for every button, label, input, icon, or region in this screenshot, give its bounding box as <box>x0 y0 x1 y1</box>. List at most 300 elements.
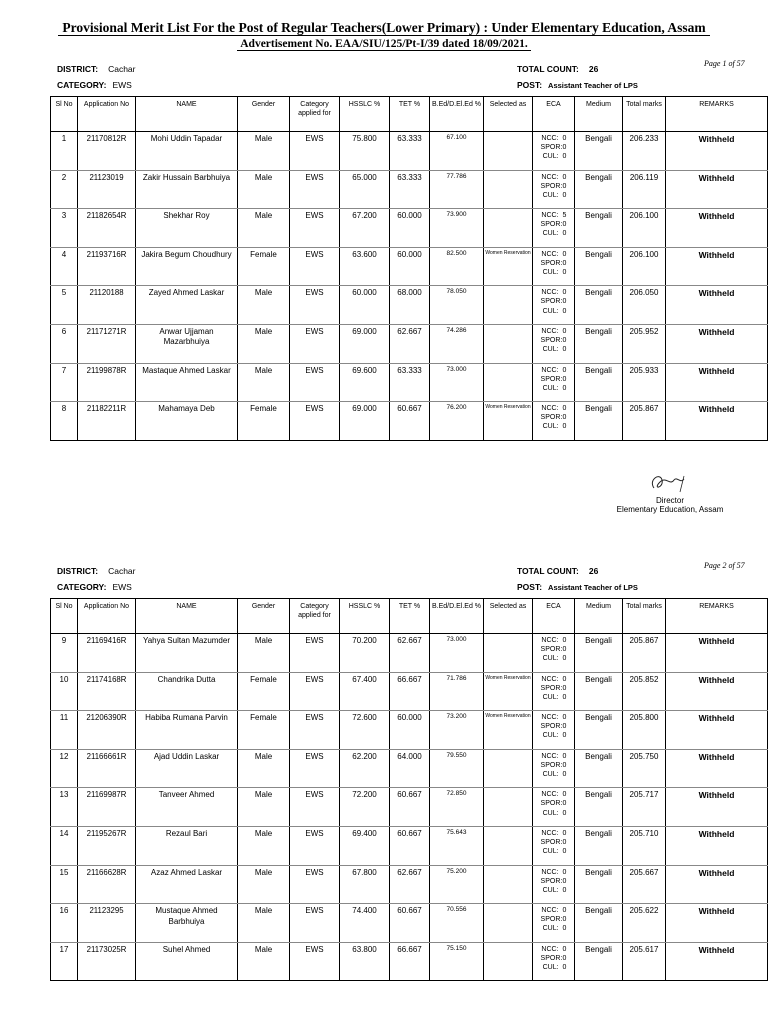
hsslc-cell: 67.800 <box>340 865 390 904</box>
table-row <box>51 209 768 248</box>
col-header-selected-as: Selected as <box>484 97 533 132</box>
tet-cell: 60.000 <box>390 247 430 286</box>
cul-label: CUL: <box>542 268 559 276</box>
tet-cell: 66.667 <box>390 672 430 711</box>
col-header-remarks: REMARKS <box>666 97 768 132</box>
medium-cell: Bengali <box>575 788 623 827</box>
col-header-eca: ECA <box>533 97 575 132</box>
category-cell: EWS <box>290 749 340 788</box>
gender-cell: Male <box>238 749 290 788</box>
hsslc-cell: 70.200 <box>340 634 390 673</box>
hsslc-cell: 72.200 <box>340 788 390 827</box>
post-value: Assistant Teacher of LPS <box>548 583 638 592</box>
sl-no-cell: 1 <box>51 132 78 171</box>
cul-label: CUL: <box>542 153 559 161</box>
col-header-selected-as: Selected as <box>484 599 533 634</box>
eca-cell <box>533 132 575 171</box>
bed-deled-cell: 67.100 <box>430 132 484 171</box>
ncc-label: NCC: <box>541 868 559 876</box>
medium-cell: Bengali <box>575 865 623 904</box>
cul-value: 0 <box>562 809 567 817</box>
bed-deled-cell: 75.150 <box>430 942 484 981</box>
medium-cell: Bengali <box>575 904 623 943</box>
application-no-cell: 21206390R <box>78 711 136 750</box>
category-label: CATEGORY: <box>57 80 107 90</box>
total-marks-cell: 205.800 <box>623 711 666 750</box>
district-value: Cachar <box>108 566 136 576</box>
hsslc-cell: 63.600 <box>340 247 390 286</box>
total-marks-cell: 206.050 <box>623 286 666 325</box>
bed-deled-cell: 73.000 <box>430 634 484 673</box>
tet-cell: 60.667 <box>390 826 430 865</box>
category-cell: EWS <box>290 402 340 441</box>
bed-deled-cell: 77.786 <box>430 170 484 209</box>
spor-value: 0 <box>562 684 567 692</box>
total-count-value: 26 <box>588 566 599 576</box>
total-marks-cell: 205.717 <box>623 788 666 827</box>
category-cell: EWS <box>290 942 340 981</box>
category-cell: EWS <box>290 363 340 402</box>
col-header-gender: Gender <box>238 97 290 132</box>
cul-value: 0 <box>562 963 567 971</box>
spor-label: SPOR: <box>540 144 563 152</box>
total-marks-cell: 206.233 <box>623 132 666 171</box>
sl-no-cell: 15 <box>51 865 78 904</box>
cul-value: 0 <box>562 384 567 392</box>
selected-as-cell <box>484 170 533 209</box>
ncc-label: NCC: <box>541 714 559 722</box>
total-marks-cell: 205.667 <box>623 865 666 904</box>
total-marks-cell: 206.100 <box>623 209 666 248</box>
post-label: POST: <box>517 80 543 90</box>
table-row <box>51 865 768 904</box>
ncc-value: 0 <box>562 327 567 335</box>
district-info <box>57 64 136 74</box>
ncc-value: 0 <box>562 752 567 760</box>
medium-cell: Bengali <box>575 826 623 865</box>
total-count-info <box>517 64 598 74</box>
total-count-label: TOTAL COUNT: <box>517 64 579 74</box>
sl-no-cell: 7 <box>51 363 78 402</box>
ncc-label: NCC: <box>541 366 559 374</box>
eca-cell <box>533 749 575 788</box>
spor-value: 0 <box>562 954 567 962</box>
signatory-office: Elementary Education, Assam <box>616 505 724 514</box>
selected-as-cell <box>484 324 533 363</box>
col-header-category-applied-for: Category applied for <box>290 97 340 132</box>
cul-value: 0 <box>562 732 567 740</box>
bed-deled-cell: 82.500 <box>430 247 484 286</box>
col-header-medium: Medium <box>575 97 623 132</box>
medium-cell: Bengali <box>575 402 623 441</box>
table-row <box>51 324 768 363</box>
cul-label: CUL: <box>542 384 559 392</box>
category-label: CATEGORY: <box>57 582 107 592</box>
spor-label: SPOR: <box>540 723 563 731</box>
ncc-value: 0 <box>562 868 567 876</box>
total-marks-cell: 205.933 <box>623 363 666 402</box>
bed-deled-cell: 78.050 <box>430 286 484 325</box>
spor-value: 0 <box>562 221 567 229</box>
gender-cell: Male <box>238 904 290 943</box>
medium-cell: Bengali <box>575 672 623 711</box>
page-number: Page 2 of 57 <box>704 561 745 570</box>
sl-no-cell: 14 <box>51 826 78 865</box>
total-marks-cell: 205.867 <box>623 634 666 673</box>
ncc-value: 0 <box>562 637 567 644</box>
medium-cell: Bengali <box>575 363 623 402</box>
ncc-value: 0 <box>562 791 567 799</box>
tet-cell: 64.000 <box>390 749 430 788</box>
col-header-bed-deled-percent: B.Ed/D.El.Ed % <box>430 599 484 634</box>
ncc-label: NCC: <box>541 907 559 915</box>
total-marks-cell: 205.622 <box>623 904 666 943</box>
sl-no-cell: 5 <box>51 286 78 325</box>
total-marks-cell: 205.852 <box>623 672 666 711</box>
eca-cell <box>533 324 575 363</box>
remarks-cell: Withheld <box>666 711 768 750</box>
total-marks-cell: 206.119 <box>623 170 666 209</box>
selected-as-cell <box>484 942 533 981</box>
spor-label: SPOR: <box>540 298 563 306</box>
sl-no-cell: 9 <box>51 634 78 673</box>
ncc-label: NCC: <box>541 675 559 683</box>
spor-label: SPOR: <box>540 954 563 962</box>
remarks-cell: Withheld <box>666 324 768 363</box>
table-row <box>51 904 768 943</box>
cul-value: 0 <box>562 886 567 894</box>
table-row <box>51 247 768 286</box>
cul-value: 0 <box>562 655 567 663</box>
tet-cell: 66.667 <box>390 942 430 981</box>
remarks-cell: Withheld <box>666 826 768 865</box>
cul-label: CUL: <box>542 770 559 778</box>
category-cell: EWS <box>290 247 340 286</box>
cul-value: 0 <box>562 693 567 701</box>
col-header-name: NAME <box>136 97 238 132</box>
cul-value: 0 <box>562 925 567 933</box>
application-no-cell: 21120188 <box>78 286 136 325</box>
selected-as-cell <box>484 749 533 788</box>
tet-cell: 68.000 <box>390 286 430 325</box>
tet-cell: 62.667 <box>390 865 430 904</box>
col-header-eca: ECA <box>533 599 575 634</box>
ncc-label: NCC: <box>541 945 559 953</box>
gender-cell: Female <box>238 711 290 750</box>
name-cell: Zayed Ahmed Laskar <box>136 286 238 325</box>
table-row <box>51 942 768 981</box>
col-header-sl-no: Sl No <box>51 97 78 132</box>
eca-cell <box>533 672 575 711</box>
bed-deled-cell: 75.643 <box>430 826 484 865</box>
selected-as-cell: Women Reservation <box>484 711 533 750</box>
cul-value: 0 <box>562 153 567 161</box>
cul-label: CUL: <box>542 693 559 701</box>
col-header-hsslc-percent: HSSLC % <box>340 97 390 132</box>
merit-table <box>50 96 768 441</box>
eca-cell <box>533 402 575 441</box>
selected-as-cell: Women Reservation <box>484 402 533 441</box>
medium-cell: Bengali <box>575 132 623 171</box>
ncc-value: 0 <box>562 714 567 722</box>
gender-cell: Male <box>238 788 290 827</box>
selected-as-cell <box>484 788 533 827</box>
cul-value: 0 <box>562 307 567 315</box>
tet-cell: 62.667 <box>390 324 430 363</box>
remarks-cell: Withheld <box>666 209 768 248</box>
spor-label: SPOR: <box>540 684 563 692</box>
col-header-application-no: Application No <box>78 599 136 634</box>
total-marks-cell: 205.952 <box>623 324 666 363</box>
cul-value: 0 <box>562 848 567 856</box>
selected-as-cell <box>484 209 533 248</box>
tet-cell: 63.333 <box>390 132 430 171</box>
spor-label: SPOR: <box>540 839 563 847</box>
category-cell: EWS <box>290 286 340 325</box>
spor-label: SPOR: <box>540 877 563 885</box>
category-info <box>57 582 132 592</box>
cul-label: CUL: <box>542 307 559 315</box>
gender-cell: Female <box>238 402 290 441</box>
ncc-label: NCC: <box>541 405 559 413</box>
gender-cell: Male <box>238 132 290 171</box>
application-no-cell: 21199878R <box>78 363 136 402</box>
category-cell: EWS <box>290 634 340 673</box>
post-info <box>517 80 638 90</box>
application-no-cell: 21166628R <box>78 865 136 904</box>
col-header-name: NAME <box>136 599 238 634</box>
ncc-value: 0 <box>562 945 567 953</box>
col-header-bed-deled-percent: B.Ed/D.El.Ed % <box>430 97 484 132</box>
tet-cell: 62.667 <box>390 634 430 673</box>
bed-deled-cell: 70.556 <box>430 904 484 943</box>
remarks-cell: Withheld <box>666 132 768 171</box>
col-header-category-applied-for: Category applied for <box>290 599 340 634</box>
sl-no-cell: 16 <box>51 904 78 943</box>
spor-value: 0 <box>562 839 567 847</box>
application-no-cell: 21174168R <box>78 672 136 711</box>
name-cell: Suhel Ahmed <box>136 942 238 981</box>
gender-cell: Male <box>238 942 290 981</box>
ncc-value: 0 <box>562 366 567 374</box>
col-header-tet-percent: TET % <box>390 599 430 634</box>
gender-cell: Male <box>238 286 290 325</box>
spor-value: 0 <box>562 723 567 731</box>
name-cell: Mustaque Ahmed Barbhuiya <box>136 904 238 943</box>
remarks-cell: Withheld <box>666 904 768 943</box>
cul-value: 0 <box>562 230 567 238</box>
bed-deled-cell: 75.200 <box>430 865 484 904</box>
col-header-total-marks: Total marks <box>623 599 666 634</box>
remarks-cell: Withheld <box>666 402 768 441</box>
medium-cell: Bengali <box>575 170 623 209</box>
hsslc-cell: 69.000 <box>340 402 390 441</box>
cul-value: 0 <box>562 191 567 199</box>
bed-deled-cell: 71.786 <box>430 672 484 711</box>
total-count-label: TOTAL COUNT: <box>517 566 579 576</box>
post-label: POST: <box>517 582 543 592</box>
cul-label: CUL: <box>542 346 559 354</box>
ncc-label: NCC: <box>541 791 559 799</box>
remarks-cell: Withheld <box>666 749 768 788</box>
total-marks-cell: 206.100 <box>623 247 666 286</box>
name-cell: Anwar Ujjaman Mazarbhuiya <box>136 324 238 363</box>
spor-value: 0 <box>562 916 567 924</box>
ncc-value: 0 <box>562 405 567 413</box>
spor-label: SPOR: <box>540 646 563 654</box>
sl-no-cell: 17 <box>51 942 78 981</box>
table-row <box>51 634 768 673</box>
remarks-cell: Withheld <box>666 672 768 711</box>
hsslc-cell: 72.600 <box>340 711 390 750</box>
spor-value: 0 <box>562 298 567 306</box>
ncc-label: NCC: <box>541 752 559 760</box>
spor-label: SPOR: <box>540 182 563 190</box>
ncc-value: 0 <box>562 829 567 837</box>
sl-no-cell: 13 <box>51 788 78 827</box>
medium-cell: Bengali <box>575 942 623 981</box>
application-no-cell: 21123295 <box>78 904 136 943</box>
selected-as-cell <box>484 286 533 325</box>
bed-deled-cell: 72.850 <box>430 788 484 827</box>
total-marks-cell: 205.867 <box>623 402 666 441</box>
medium-cell: Bengali <box>575 247 623 286</box>
name-cell: Rezaul Bari <box>136 826 238 865</box>
medium-cell: Bengali <box>575 711 623 750</box>
ncc-label: NCC: <box>541 135 559 142</box>
gender-cell: Male <box>238 209 290 248</box>
application-no-cell: 21169987R <box>78 788 136 827</box>
gender-cell: Female <box>238 247 290 286</box>
spor-label: SPOR: <box>540 337 563 345</box>
remarks-cell: Withheld <box>666 286 768 325</box>
tet-cell: 60.667 <box>390 904 430 943</box>
hsslc-cell: 69.600 <box>340 363 390 402</box>
table-row <box>51 826 768 865</box>
cul-value: 0 <box>562 346 567 354</box>
eca-cell <box>533 865 575 904</box>
spor-value: 0 <box>562 144 567 152</box>
ncc-label: NCC: <box>541 829 559 837</box>
sl-no-cell: 2 <box>51 170 78 209</box>
total-count-info <box>517 566 598 576</box>
table-row <box>51 672 768 711</box>
eca-cell <box>533 634 575 673</box>
name-cell: Chandrika Dutta <box>136 672 238 711</box>
district-info <box>57 566 136 576</box>
spor-label: SPOR: <box>540 375 563 383</box>
cul-value: 0 <box>562 423 567 431</box>
gender-cell: Female <box>238 672 290 711</box>
remarks-cell: Withheld <box>666 942 768 981</box>
spor-label: SPOR: <box>540 221 563 229</box>
category-cell: EWS <box>290 711 340 750</box>
header-row <box>51 599 768 634</box>
name-cell: Shekhar Roy <box>136 209 238 248</box>
cul-value: 0 <box>562 268 567 276</box>
col-header-tet-percent: TET % <box>390 97 430 132</box>
post-info <box>517 582 638 592</box>
signature-mark <box>640 470 700 494</box>
signatory-title: Director <box>655 496 684 505</box>
category-cell: EWS <box>290 209 340 248</box>
ncc-value: 0 <box>562 675 567 683</box>
bed-deled-cell: 73.000 <box>430 363 484 402</box>
district-value: Cachar <box>108 64 136 74</box>
tet-cell: 63.333 <box>390 363 430 402</box>
application-no-cell: 21182654R <box>78 209 136 248</box>
col-header-application-no: Application No <box>78 97 136 132</box>
medium-cell: Bengali <box>575 634 623 673</box>
district-label: DISTRICT: <box>57 64 99 74</box>
spor-label: SPOR: <box>540 761 563 769</box>
total-marks-cell: 205.617 <box>623 942 666 981</box>
tet-cell: 63.333 <box>390 170 430 209</box>
category-cell: EWS <box>290 324 340 363</box>
total-marks-cell: 205.710 <box>623 826 666 865</box>
spor-value: 0 <box>562 761 567 769</box>
remarks-cell: Withheld <box>666 247 768 286</box>
sl-no-cell: 6 <box>51 324 78 363</box>
gender-cell: Male <box>238 324 290 363</box>
tet-cell: 60.000 <box>390 711 430 750</box>
hsslc-cell: 67.200 <box>340 209 390 248</box>
category-cell: EWS <box>290 132 340 171</box>
table-row <box>51 749 768 788</box>
gender-cell: Male <box>238 363 290 402</box>
application-no-cell: 21170812R <box>78 132 136 171</box>
ncc-label: NCC: <box>541 212 559 220</box>
ncc-label: NCC: <box>541 637 559 644</box>
col-header-gender: Gender <box>238 599 290 634</box>
spor-value: 0 <box>562 646 567 654</box>
hsslc-cell: 63.800 <box>340 942 390 981</box>
name-cell: Azaz Ahmed Laskar <box>136 865 238 904</box>
sl-no-cell: 11 <box>51 711 78 750</box>
selected-as-cell <box>484 904 533 943</box>
ncc-value: 0 <box>562 907 567 915</box>
hsslc-cell: 75.800 <box>340 132 390 171</box>
header-row <box>51 97 768 132</box>
selected-as-cell <box>484 363 533 402</box>
advertisement-number: Advertisement No. EAA/SIU/125/Pt-I/39 dated 18/09/2021. <box>0 38 768 50</box>
page-number: Page 1 of 57 <box>704 59 745 68</box>
name-cell: Zakir Hussain Barbhuiya <box>136 170 238 209</box>
medium-cell: Bengali <box>575 209 623 248</box>
application-no-cell: 21173025R <box>78 942 136 981</box>
merit-table <box>50 598 768 981</box>
application-no-cell: 21171271R <box>78 324 136 363</box>
cul-label: CUL: <box>542 732 559 740</box>
ncc-label: NCC: <box>541 289 559 297</box>
spor-value: 0 <box>562 375 567 383</box>
total-count-value: 26 <box>588 64 599 74</box>
application-no-cell: 21169416R <box>78 634 136 673</box>
gender-cell: Male <box>238 865 290 904</box>
table-row <box>51 402 768 441</box>
hsslc-cell: 62.200 <box>340 749 390 788</box>
sl-no-cell: 12 <box>51 749 78 788</box>
category-value: EWS <box>112 582 132 592</box>
hsslc-cell: 74.400 <box>340 904 390 943</box>
spor-label: SPOR: <box>540 259 563 267</box>
category-cell: EWS <box>290 788 340 827</box>
category-value: EWS <box>112 80 132 90</box>
selected-as-cell <box>484 826 533 865</box>
ncc-value: 0 <box>562 289 567 297</box>
selected-as-cell <box>484 865 533 904</box>
table-row <box>51 170 768 209</box>
